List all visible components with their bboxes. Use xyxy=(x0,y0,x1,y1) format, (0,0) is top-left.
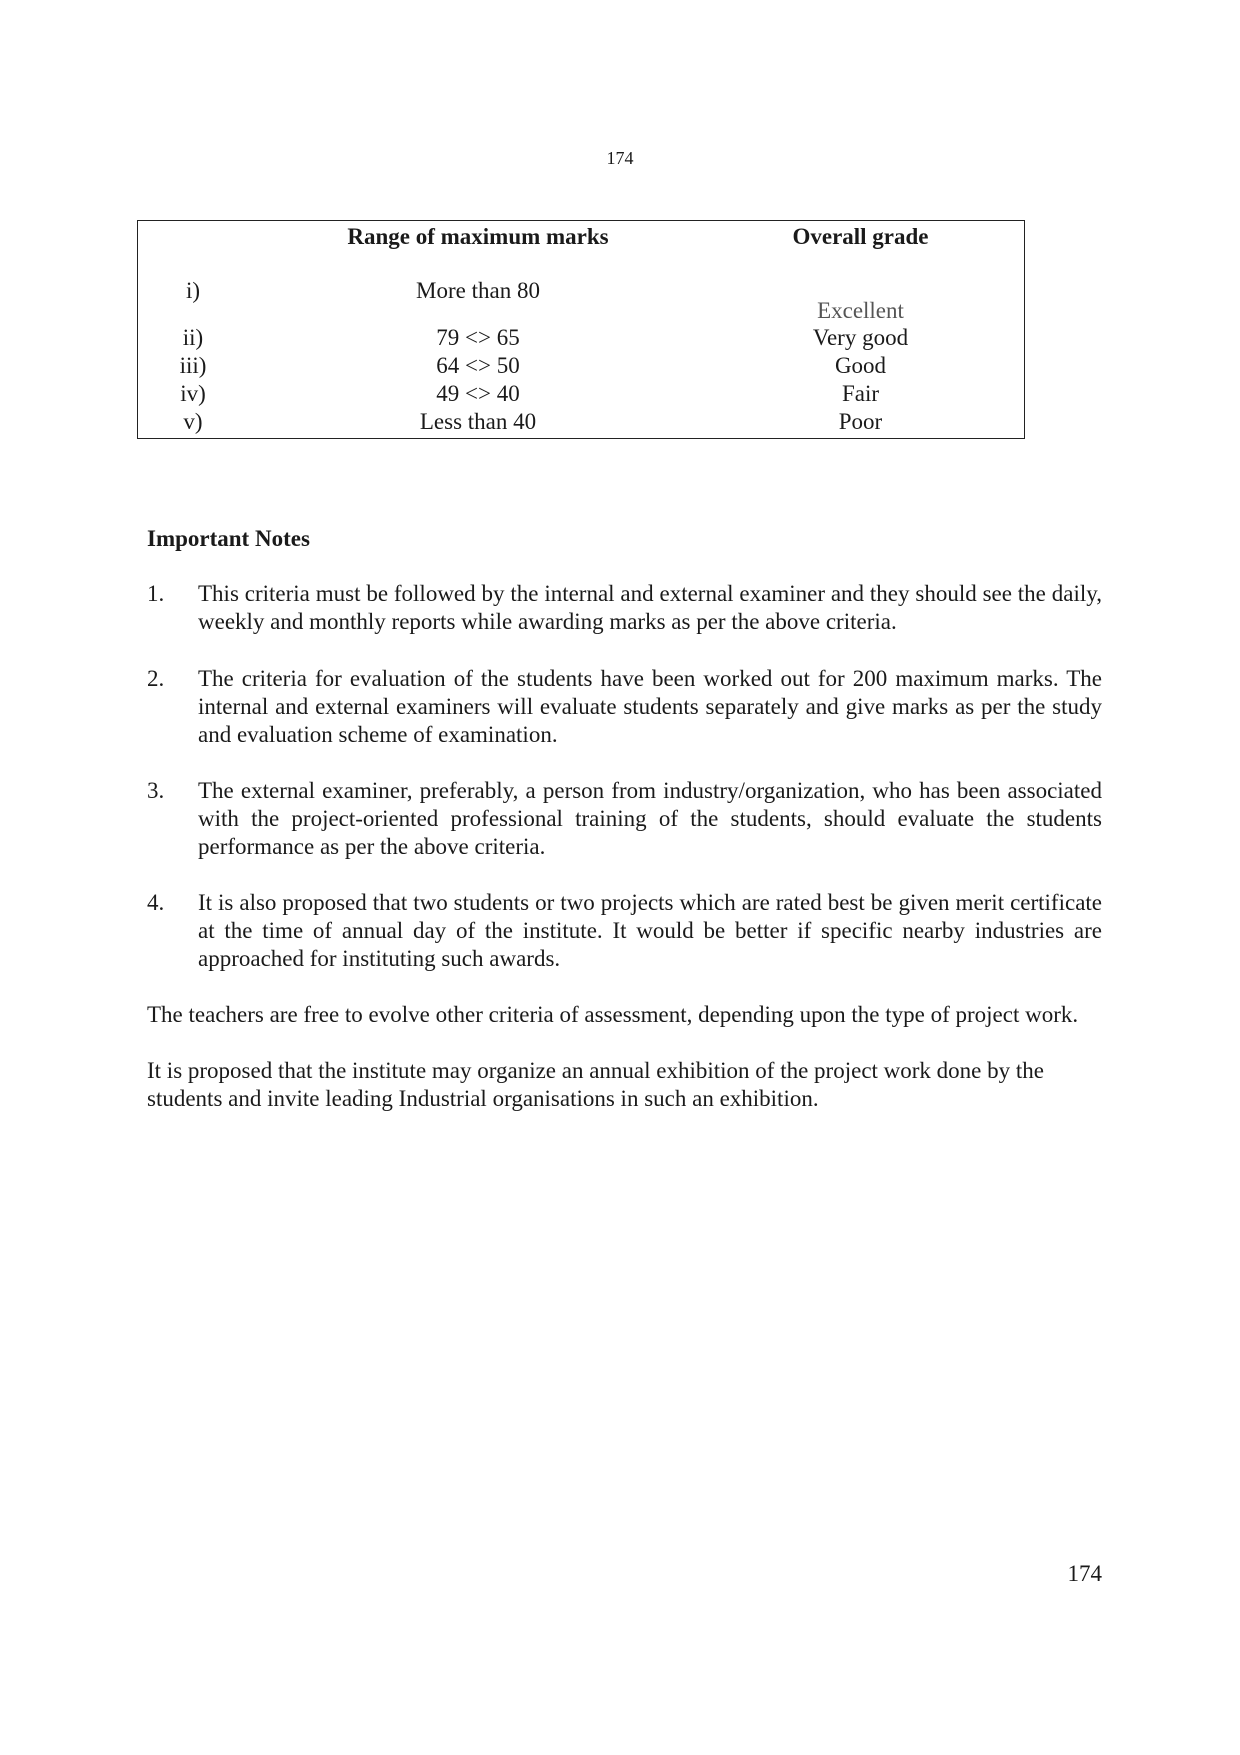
note-item xyxy=(147,665,1102,749)
note-text: It is also proposed that two students or two projects which are rated best be given merit certificate at the time of annual day of the institute. It would be better if specific nearby industries are approached for instituting such awards. xyxy=(198,890,1102,971)
note-number: 3. xyxy=(147,778,165,803)
grade-column-header: Overall grade xyxy=(792,224,929,249)
note-item xyxy=(147,580,1102,636)
row-grade: Excellent xyxy=(817,298,904,323)
note-item xyxy=(147,777,1102,861)
grade-table xyxy=(137,220,1025,439)
note-text: The criteria for evaluation of the students have been worked out for 200 maximum marks. The internal and external examiners will evaluate students separately and give marks as per the study and evaluation scheme of examination. xyxy=(198,666,1102,747)
row-range: More than 80 xyxy=(416,278,540,303)
row-grade: Fair xyxy=(841,381,880,406)
row-index: i) xyxy=(185,278,201,303)
row-index: v) xyxy=(183,409,203,434)
row-range: 49 <> 40 xyxy=(436,381,520,406)
row-range: 64 <> 50 xyxy=(436,353,520,378)
bottom-page-number: 174 xyxy=(1067,1561,1102,1586)
range-column-header: Range of maximum marks xyxy=(347,224,609,249)
row-grade: Good xyxy=(834,353,887,378)
important-notes-heading: Important Notes xyxy=(147,526,310,551)
closing-paragraph: The teachers are free to evolve other criteria of assessment, depending upon the type of project work. xyxy=(147,1002,1079,1027)
row-range: Less than 40 xyxy=(419,409,537,434)
top-page-number: 174 xyxy=(606,148,634,168)
note-item xyxy=(147,889,1102,973)
note-number: 2. xyxy=(147,666,165,691)
row-range: 79 <> 65 xyxy=(436,325,520,350)
row-grade: Poor xyxy=(838,409,883,434)
row-grade: Very good xyxy=(812,325,909,350)
note-number: 4. xyxy=(147,890,165,915)
closing-paragraph: It is proposed that the institute may organize an annual exhibition of the project work done by the students and invite leading Industrial organisations in such an exhibition. xyxy=(147,1058,1044,1111)
note-text: The external examiner, preferably, a person from industry/organization, who has been associated with the project-oriented professional training of the students, should evaluate the students performance as per the above criteria. xyxy=(198,778,1102,859)
row-index: iii) xyxy=(179,353,207,378)
note-number: 1. xyxy=(147,581,165,606)
row-index: iv) xyxy=(180,381,206,406)
row-index: ii) xyxy=(182,325,204,350)
note-text: This criteria must be followed by the internal and external examiner and they should see the daily, weekly and monthly reports while awarding marks as per the above criteria. xyxy=(198,581,1102,634)
